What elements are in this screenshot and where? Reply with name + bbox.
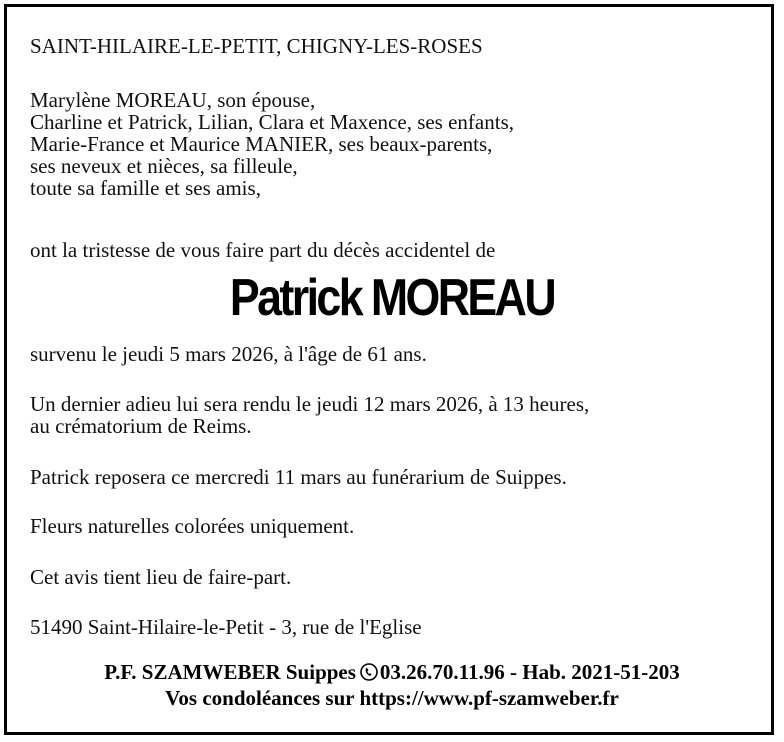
ceremony-text <box>30 393 589 437</box>
family-list <box>30 89 514 199</box>
ceremony-line: au crématorium de Reims. <box>30 414 252 438</box>
visitation-text: Patrick reposera ce mercredi 11 mars au funérarium de Suippes. <box>30 465 567 489</box>
flowers-text: Fleurs naturelles colorées uniquement. <box>30 514 355 538</box>
locations-heading: SAINT-HILAIRE-LE-PETIT, CHIGNY-LES-ROSES <box>30 34 483 58</box>
address-text: 51490 Saint-Hilaire-le-Petit - 3, rue de l'Eglise <box>30 615 422 639</box>
funeral-home-name: P.F. SZAMWEBER Suippes <box>104 660 356 684</box>
notice-text: Cet avis tient lieu de faire-part. <box>30 565 292 589</box>
funeral-home-line <box>0 659 784 688</box>
announcement-text: ont la tristesse de vous faire part du décès accidentel de <box>30 238 496 262</box>
family-line: Marie-France et Maurice MANIER, ses beaux-parents, <box>30 132 493 156</box>
family-line: ses neveux et nièces, sa filleule, <box>30 154 298 178</box>
ceremony-line: Un dernier adieu lui sera rendu le jeudi 12 mars 2026, à 13 heures, <box>30 392 590 416</box>
phone-and-hab: 03.26.70.11.96 - Hab. 2021-51-203 <box>379 660 680 684</box>
family-line: toute sa famille et ses amis, <box>30 176 261 200</box>
family-line: Marylène MOREAU, son épouse, <box>30 88 316 112</box>
deceased-name: Patrick MOREAU <box>229 269 555 327</box>
condolences-line: Vos condoléances sur https://www.pf-szamweber.fr <box>165 686 619 710</box>
phone-icon <box>360 661 378 688</box>
death-date-text: survenu le jeudi 5 mars 2026, à l'âge de 61 ans. <box>30 342 427 366</box>
family-line: Charline et Patrick, Lilian, Clara et Maxence, ses enfants, <box>30 110 514 134</box>
